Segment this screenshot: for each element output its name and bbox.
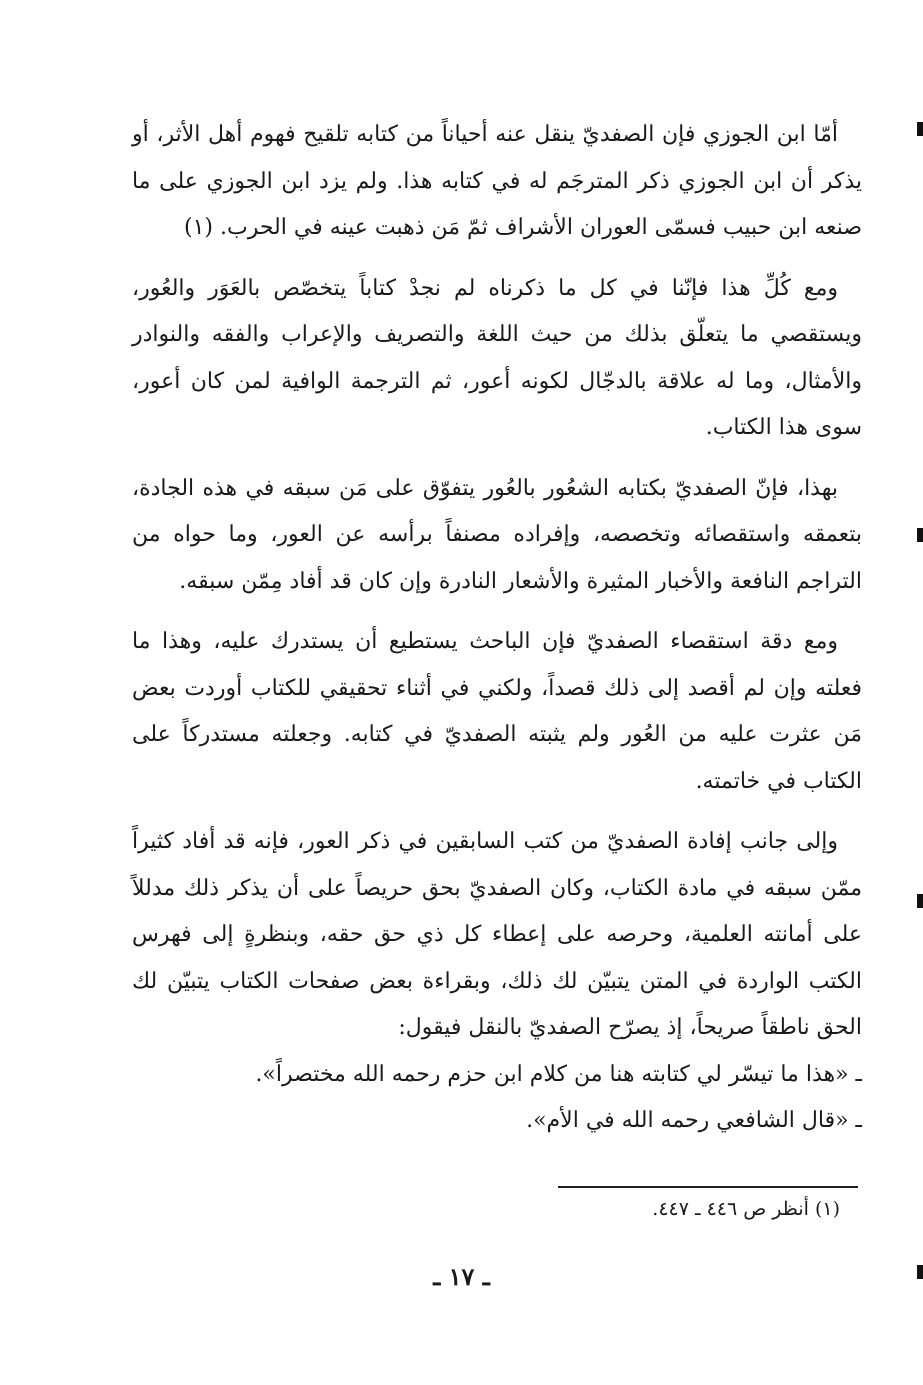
paragraph-text: أمّا ابن الجوزي فإن الصفديّ ينقل عنه أحياناً من كتابه تلقيح فهوم أهل الأثر، أو يذكر أن ابن الجوزي ذكر المترجَم له في كتابه هذا. ولم يزد ابن الجوزي على ما صنعه ابن حبيب فسمّى العوران الأشراف ثمّ مَن ذهبت عينه في الحرب. (١) [132,122,862,240]
paragraph-text: ومع كُلِّ هذا فإنّنا في كل ما ذكرناه لم نجدْ كتاباً يتخصّص بالعَوَر والعُور، ويستقصي ما يتعلّق بذلك من حيث اللغة والتصريف والإعراب والفقه والنوادر والأمثال، وما له علاقة بالدجّال لكونه أعور، ثم الترجمة الوافية لمن كان أعور، سوى هذا الكتاب. [132,275,862,440]
quote-2: ـ «قال الشافعي رحمه الله في الأم». [526,1108,862,1133]
paragraph-4 [132,619,862,805]
footnote-divider [558,1186,858,1188]
paragraph-3 [132,466,862,606]
margin-mark [917,528,923,542]
paragraph-text: ومع دقة استقصاء الصفديّ فإن الباحث يستطيع أن يستدرك عليه، وهذا ما فعلته وإن لم أقصد إلى ذلك قصداً، ولكني في أثناء تحقيقي للكتاب أوردت بعض مَن عثرت عليه من العُور ولم يثبته الصفديّ في كتابه. وجعلته مستدركاً على الكتاب في خاتمته. [132,629,862,794]
margin-mark [917,122,923,136]
paragraph-text: بهذا، فإنّ الصفديّ بكتابه الشعُور بالعُور يتفوّق على مَن سبقه في هذه الجادة، بتعمقه واستقصائه وتخصصه، وإفراده مصنفاً برأسه عن العور، وما حواه من التراجم النافعة والأخبار المثيرة والأشعار النادرة وإن كان قد أفاد مِمّن سبقه. [132,475,862,594]
paragraph-2 [132,266,862,452]
footnote: (١) أنظر ص ٤٤٦ ـ ٤٤٧. [652,1198,840,1220]
quote-1: ـ «هذا ما تيسّر لي كتابته هنا من كلام ابن حزم رحمه الله مختصراً». [255,1061,862,1087]
page-body [132,112,862,1145]
paragraph-1 [132,112,862,252]
paragraph-5 [132,819,862,1052]
margin-mark [917,894,923,908]
page-number: ـ ١٧ ـ [433,1262,490,1291]
margin-mark [917,1265,923,1279]
paragraph-text: وإلى جانب إفادة الصفديّ من كتب السابقين في ذكر العور، فإنه قد أفاد كثيراً ممّن سبقه في مادة الكتاب، وكان الصفديّ بحق حريصاً على أن يذكر ذلك مدللاً على أمانته العلمية، وحرصه على إعطاء كل ذي حق حقه، وبنظرةٍ إلى فهرس الكتب الواردة في المتن يتبيّن لك ذلك، وبقراءة بعض صفحات الكتاب يتبيّن لك الحق ناطقاً صريحاً، إذ يصرّح الصفديّ بالنقل فيقول: [132,829,862,1040]
